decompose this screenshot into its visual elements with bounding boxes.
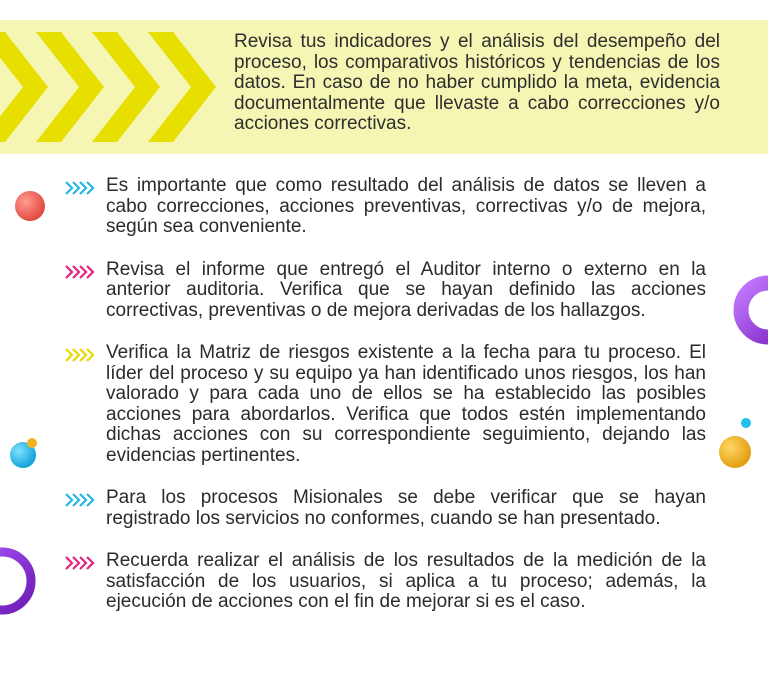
list-item-text: Para los procesos Misionales se debe verificar que se hayan registrado los servicios no conformes, cuando se han presentado. <box>106 487 706 529</box>
arrows-bullet-icon <box>62 552 106 574</box>
coral-sphere-icon <box>12 188 48 224</box>
purple-ring-right-icon <box>722 272 768 348</box>
list-item-text: Revisa el informe que entregó el Auditor interno o externo en la anterior auditoria. Verifica que se hayan definido las acciones correctivas, preventivas o de mejora derivadas de los hallazgos. <box>106 258 706 321</box>
list-item-text: Verifica la Matriz de riesgos existente a la fecha para tu proceso. El líder del proceso y su equipo ya han identificado unos riesgos, los han valorado y para cada uno de ellos se ha establecido las posibles acciones para abordarlos. Verifica que todos estén implementando dichas acciones con su correspondiente seguimiento, dejando las evidencias pertinentes. <box>106 342 706 466</box>
banner-text: Revisa tus indicadores y el análisis del desempeño del proceso, los comparativos históricos y tendencias de los datos. En caso de no haber cumplido la meta, evidencia documentalmente que llevaste a cabo correcciones y/o acciones correctivas. <box>234 31 720 134</box>
list-item-text: Recuerda realizar el análisis de los resultados de la medición de la satisfacción de los usuarios, si aplica a tu proceso; además, la ejecución de acciones con el fin de mejorar si es el caso. <box>106 550 706 612</box>
list-item <box>62 176 706 238</box>
checklist <box>62 176 706 613</box>
cyan-sphere-icon <box>6 434 44 472</box>
gold-sphere-icon <box>715 414 761 474</box>
list-item <box>62 260 706 322</box>
purple-ring-left-icon <box>0 540 42 622</box>
arrows-bullet-icon <box>62 261 106 283</box>
list-item <box>62 343 706 466</box>
arrows-bullet-icon <box>62 177 106 199</box>
list-item-text: Es importante que como resultado del análisis de datos se lleven a cabo correcciones, acciones preventivas, correctivas y/o de mejora, según sea conveniente. <box>106 175 706 237</box>
chevrons-decoration <box>0 20 230 154</box>
arrows-bullet-icon <box>62 489 106 511</box>
arrows-bullet-icon <box>62 344 106 366</box>
chevron-icon <box>0 32 48 142</box>
list-item <box>62 551 706 613</box>
list-item <box>62 488 706 529</box>
